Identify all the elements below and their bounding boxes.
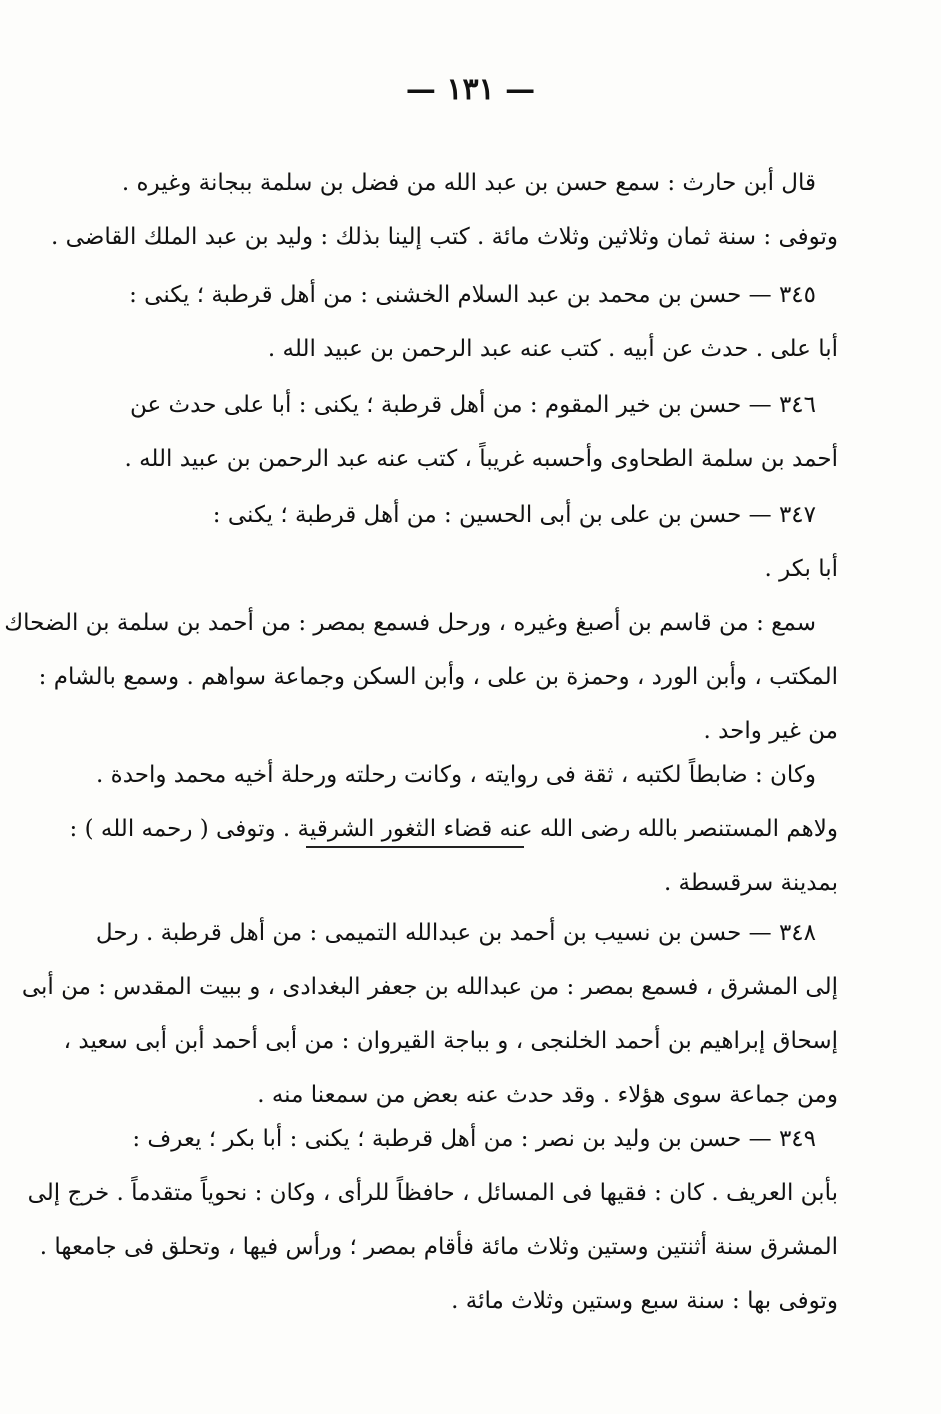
text-line: أحمد بن سلمة الطحاوى وأحسبه غريباً ، كتب عنه عبد الرحمن بن عبيد الله . xyxy=(124,446,838,472)
text-line: من غير واحد . xyxy=(703,718,838,744)
entry-heading-line: ٣٤٩ — حسن بن وليد بن نصر : من أهل قرطبة ؛ يكنى : أبا بكر ؛ يعرف : xyxy=(132,1126,816,1152)
entry-346 xyxy=(112,378,838,486)
text-line: إسحاق إبراهيم بن أحمد الخلنجى ، و بباجة القيروان : من أبى أحمد أبن أبى سعيد ، xyxy=(63,1028,838,1054)
text-line: أبا بكر . xyxy=(764,556,838,582)
text-line: بأبن العريف . كان : فقيها فى المسائل ، حافظاً للرأى ، وكان : نحوياً متقدماً . خرج إلى xyxy=(27,1180,838,1206)
text-line: ومن جماعة سوى هؤلاء . وقد حدث عنه بعض من سمعنا منه . xyxy=(257,1082,838,1108)
paragraph-1 xyxy=(51,156,838,264)
entry-345 xyxy=(112,268,838,376)
text-line: المشرق سنة أثنتين وستين وثلاث مائة فأقام بمصر ؛ ورأس فيها ، وتحلق فى جامعها . xyxy=(39,1234,838,1260)
text-line: المكتب ، وأبن الورد ، وحمزة بن على ، وأبن السكن وجماعة سواهم . وسمع بالشام : xyxy=(38,664,838,690)
entry-heading-line: ٣٤٧ — حسن بن على بن أبى الحسين : من أهل قرطبة ؛ يكنى : xyxy=(212,502,816,528)
text-line: سمع : من قاسم بن أصبغ وغيره ، ورحل فسمع بمصر : من أحمد بن سلمة بن الضحاك xyxy=(4,610,816,636)
handwritten-underline xyxy=(306,846,524,848)
entry-347 xyxy=(112,488,838,596)
entry-349 xyxy=(27,1112,838,1328)
text-line: قال أبن حارث : سمع حسن بن عبد الله من فضل بن سلمة ببجانة وغيره . xyxy=(121,170,816,196)
paragraph-6 xyxy=(69,748,838,910)
text-line: وتوفى بها : سنة سبع وستين وثلاث مائة . xyxy=(451,1288,838,1314)
text-line: وكان : ضابطاً لكتبه ، ثقة فى روايته ، وكانت رحلته ورحلة أخيه محمد واحدة . xyxy=(96,762,816,788)
text-line: وتوفى : سنة ثمان وثلاثين وثلاث مائة . كتب إلينا بذلك : وليد بن عبد الملك القاضى . xyxy=(51,224,838,250)
entry-heading-line: ٣٤٦ — حسن بن خير المقوم : من أهل قرطبة ؛ يكنى : أبا على حدث عن xyxy=(129,392,816,418)
entry-348 xyxy=(21,906,838,1122)
text-line: إلى المشرق ، فسمع بمصر : من عبدالله بن جعفر البغدادى ، و ببيت المقدس : من أبى xyxy=(21,974,838,1000)
entry-heading-line: ٣٤٥ — حسن بن محمد بن عبد السلام الخشنى : من أهل قرطبة ؛ يكنى : xyxy=(129,282,816,308)
page-number: — ١٣١ — xyxy=(405,72,536,107)
text-line: بمدينة سرقسطة . xyxy=(663,870,838,896)
text-line: ولاهم المستنصر بالله رضى الله عنه قضاء الثغور الشرقية . وتوفى ( رحمه الله ) : xyxy=(69,816,838,842)
text-line: أبا على . حدث عن أبيه . كتب عنه عبد الرحمن بن عبيد الله . xyxy=(267,336,838,362)
paragraph-5 xyxy=(4,596,838,758)
entry-heading-line: ٣٤٨ — حسن بن نسيب بن أحمد بن عبدالله التميمى : من أهل قرطبة . رحل xyxy=(95,920,816,946)
